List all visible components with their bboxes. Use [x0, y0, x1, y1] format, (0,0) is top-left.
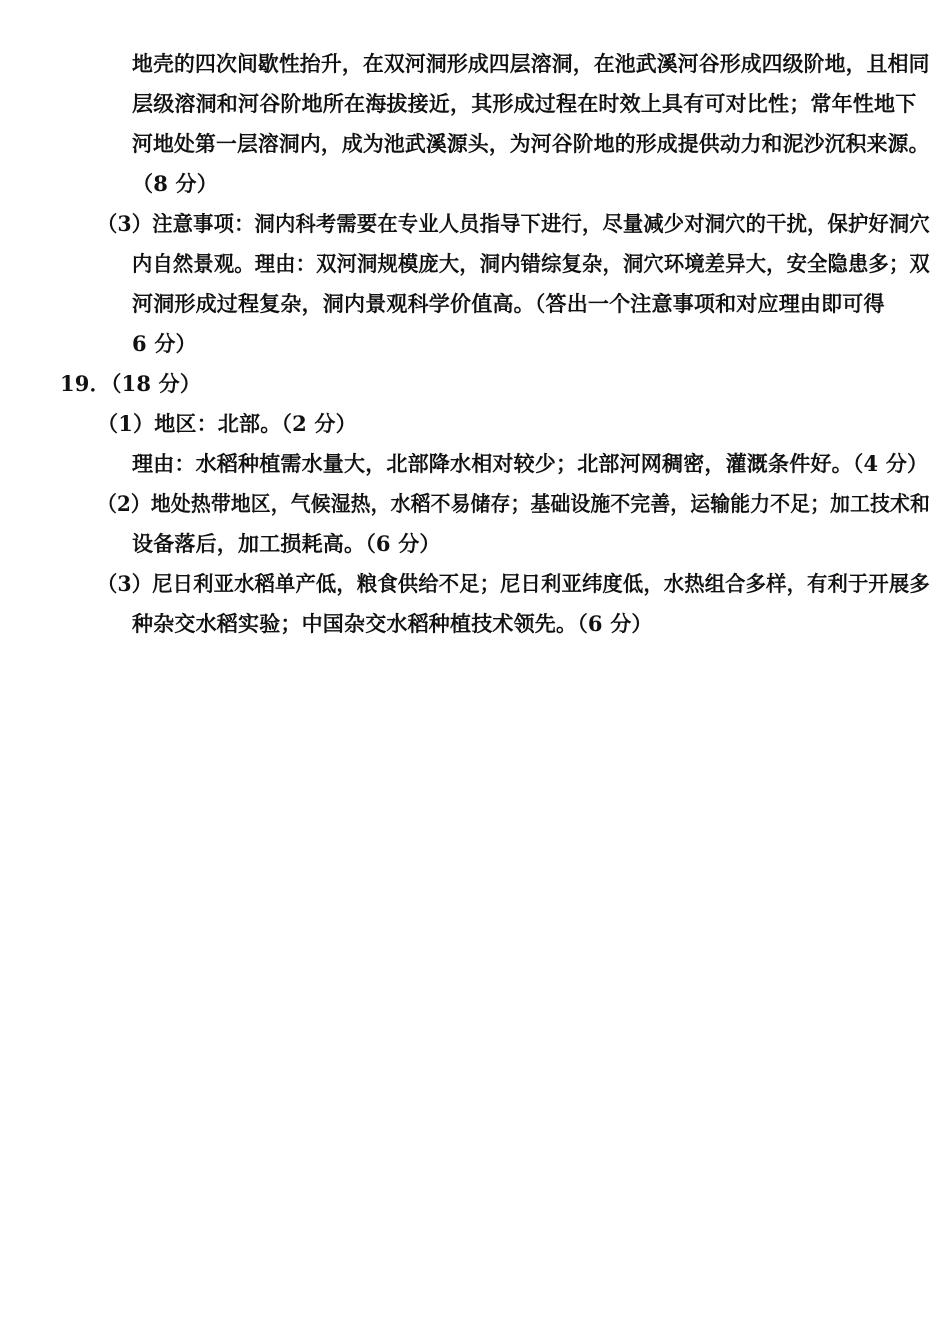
q18-part2-score: （8 分）: [132, 171, 218, 196]
q18-part2-line-2: 层级溶洞和河谷阶地所在海拔接近，其形成过程在时效上具有可对比性；常年性地下: [132, 91, 917, 116]
q19-part1-line-1: （1）地区：北部。（2 分）: [97, 411, 357, 436]
q19-part1-line-2: 理由：水稻种植需水量大，北部降水相对较少；北部河网稠密，灌溉条件好。（4 分）: [132, 451, 929, 476]
q18-part3-line-3: 河洞形成过程复杂，洞内景观科学价值高。（答出一个注意事项和对应理由即可得: [132, 291, 885, 316]
q18-part3-score: 6 分）: [132, 331, 197, 356]
q19-part3-line-2: 种杂交水稻实验；中国杂交水稻种植技术领先。（6 分）: [132, 611, 653, 636]
q18-part2-line-1: 地壳的四次间歇性抬升，在双河洞形成四层溶洞，在池武溪河谷形成四级阶地，且相同: [132, 51, 930, 76]
q19-part3-line-1: （3）尼日利亚水稻单产低，粮食供给不足；尼日利亚纬度低，水热组合多样，有利于开展多: [97, 571, 930, 596]
q18-part3-line-1: （3）注意事项：洞内科考需要在专业人员指导下进行，尽量减少对洞穴的干扰，保护好洞穴: [97, 211, 930, 236]
q19-header: 19．（18 分）: [60, 371, 202, 396]
q19-part2-line-1: （2）地处热带地区，气候湿热，水稻不易储存；基础设施不完善，运输能力不足；加工技术和: [97, 491, 931, 516]
q18-part2-line-3: 河地处第一层溶洞内，成为池武溪源头，为河谷阶地的形成提供动力和泥沙沉积来源。: [132, 131, 930, 156]
q19-part2-line-2: 设备落后，加工损耗高。（6 分）: [132, 531, 441, 556]
q18-part3-line-2: 内自然景观。理由：双河洞规模庞大，洞内错综复杂，洞穴环境差异大，安全隐患多；双: [132, 251, 930, 276]
